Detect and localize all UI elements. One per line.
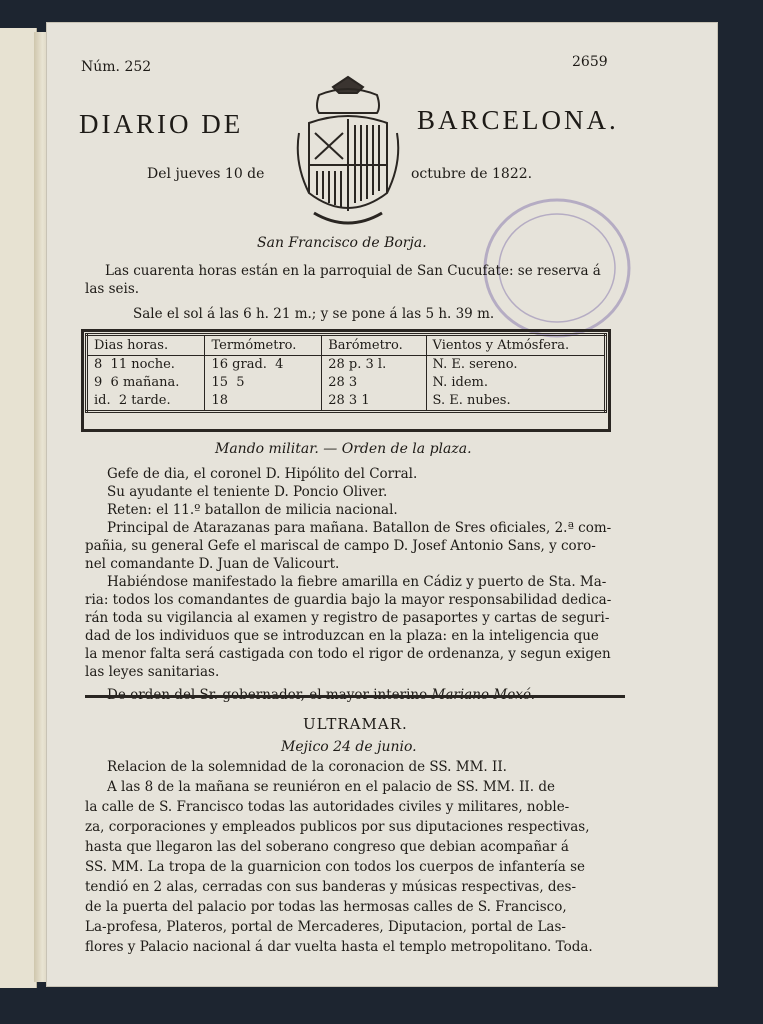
military-line: Habiéndose manifestado la fiebre amarilla en Cádiz y puerto de Sta. Ma- — [107, 574, 607, 590]
date-right: octubre de 1822. — [411, 166, 533, 182]
military-line: Gefe de dia, el coronel D. Hipólito del Corral. — [107, 466, 418, 482]
intro-line-2: las seis. — [85, 281, 140, 297]
ultramar-line: za, corporaciones y empleados publicos por sus diputaciones respectivas, — [85, 819, 590, 835]
date-left: Del jueves 10 de — [147, 166, 265, 182]
cell-baro: 28 — [328, 375, 345, 390]
military-line: nel comandante D. Juan de Valicourt. — [85, 556, 340, 572]
page-number: 2659 — [572, 54, 608, 70]
military-line: ria: todos los comandantes de guardia bajo la mayor responsabilidad dedica- — [85, 592, 612, 608]
issue-number: Núm. 252 — [81, 59, 152, 75]
cell-baro: 28 p. — [328, 357, 362, 372]
military-line: Principal de Atarazanas para mañana. Batallon de Sres oficiales, 2.ª com- — [107, 520, 612, 536]
sun-times: Sale el sol á las 6 h. 21 m.; y se pone á las 5 h. 39 m. — [133, 306, 495, 322]
weather-row — [87, 392, 606, 412]
masthead-right: BARCELONA. — [417, 105, 619, 135]
cell-day: id. — [94, 393, 111, 408]
masthead-left: DIARIO DE — [79, 109, 244, 139]
military-line: Reten: el 11.º batallon de milicia nacional. — [107, 502, 398, 518]
cell-therm-frac: 4 — [275, 357, 284, 372]
cell-hour: 11 noche. — [110, 357, 175, 372]
weather-row — [87, 374, 606, 392]
ultramar-line: SS. MM. La tropa de la guarnicion con todos los cuerpos de infantería se — [85, 859, 585, 875]
cell-day: 9 — [94, 375, 103, 390]
ultramar-line: hasta que llegaron las del soberano congreso que debian acompañar á — [85, 839, 569, 855]
cell-baro: 28 — [328, 393, 345, 408]
cell-wind: S. E. nubes. — [432, 393, 511, 408]
weather-header: Barómetro. — [322, 335, 426, 356]
military-line: las leyes sanitarias. — [85, 664, 220, 680]
cell-therm-frac: 5 — [236, 375, 245, 390]
ultramar-line: A las 8 de la mañana se reuniéron en el palacio de SS. MM. II. de — [107, 779, 555, 795]
left-page-edge — [0, 28, 37, 988]
cell-wind: N. idem. — [432, 375, 488, 390]
coat-of-arms-icon — [289, 73, 407, 233]
weather-row — [87, 356, 606, 375]
cell-baro-unit: l. — [377, 357, 387, 372]
ultramar-line: tendió en 2 alas, cerradas con sus banderas y músicas respectivas, des- — [85, 879, 577, 895]
cell-day: 8 — [94, 357, 103, 372]
weather-header: Dias horas. — [87, 335, 205, 356]
newspaper-page — [46, 22, 718, 987]
military-line: dad de los individuos que se introduzcan en la plaza: en la inteligencia que — [85, 628, 599, 644]
weather-table — [85, 333, 607, 413]
cell-hour: 2 tarde. — [118, 393, 171, 408]
weather-header: Vientos y Atmósfera. — [426, 335, 605, 356]
cell-wind: N. E. sereno. — [432, 357, 518, 372]
cell-hour: 6 mañana. — [110, 375, 180, 390]
ultramar-line: Relacion de la solemnidad de la coronacion de SS. MM. II. — [107, 759, 507, 775]
weather-header: Termómetro. — [205, 335, 322, 356]
ultramar-heading: ULTRAMAR. — [303, 715, 408, 733]
ultramar-line: de la puerta del palacio por todas las hermosas calles de S. Francisco, — [85, 899, 567, 915]
ultramar-line: flores y Palacio nacional á dar vuelta hasta el templo metropolitano. Toda. — [85, 939, 593, 955]
military-line: Su ayudante el teniente D. Poncio Oliver. — [107, 484, 388, 500]
cell-baro-lines: 3 — [365, 357, 374, 372]
cell-therm: 18 — [211, 393, 229, 408]
military-line: la menor falta será castigada con todo el rigor de ordenanza, y segun exigen — [85, 646, 611, 662]
military-line: rán toda su vigilancia al examen y registro de pasaportes y cartas de seguri- — [85, 610, 610, 626]
cell-baro-unit: 1 — [361, 393, 370, 408]
cell-baro-lines: 3 — [348, 375, 358, 390]
ultramar-dateline: Mejico 24 de junio. — [281, 739, 417, 755]
saint-of-day: San Francisco de Borja. — [257, 235, 427, 251]
ultramar-line: La-profesa, Plateros, portal de Mercaderes, Diputacion, portal de Las- — [85, 919, 566, 935]
cell-therm: 15 — [211, 375, 229, 390]
cell-baro-lines: 3 — [348, 393, 358, 408]
military-line: pañia, su general Gefe el mariscal de campo D. Josef Antonio Sans, y coro- — [85, 538, 596, 554]
cell-therm: 16 grad. — [211, 357, 267, 372]
intro-line-1: Las cuarenta horas están en la parroquial de San Cucufate: se reserva á — [105, 263, 601, 279]
military-heading: Mando militar. — Orden de la plaza. — [215, 441, 472, 457]
section-divider — [85, 695, 625, 698]
ultramar-line: la calle de S. Francisco todas las autoridades civiles y militares, noble- — [85, 799, 570, 815]
